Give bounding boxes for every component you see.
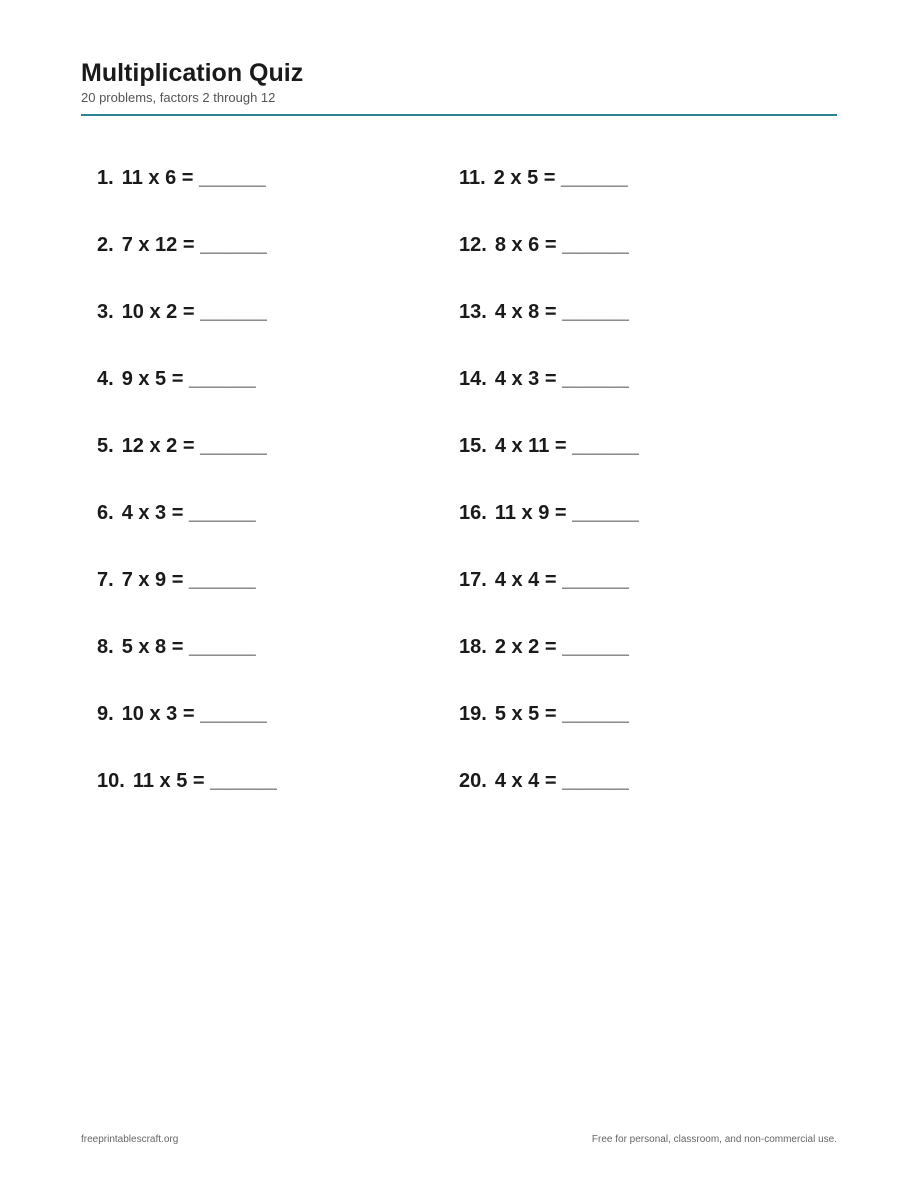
problem-18 [459, 631, 799, 698]
problem-5 [97, 430, 437, 497]
problem-expression: 5 x 8 = ______ [121, 636, 256, 658]
problem-4 [97, 363, 437, 430]
problem-number: 13. [459, 301, 487, 323]
problem-17 [459, 564, 799, 631]
problem-expression: 4 x 4 = ______ [494, 569, 629, 591]
problem-number: 8. [97, 636, 114, 658]
problem-expression: 4 x 11 = ______ [494, 435, 639, 457]
problem-1 [97, 162, 437, 229]
problem-number: 5. [97, 435, 114, 457]
page-subtitle: 20 problems, factors 2 through 12 [81, 90, 276, 105]
problem-expression: 4 x 3 = ______ [121, 502, 256, 524]
problem-number: 12. [459, 234, 487, 256]
problem-15 [459, 430, 799, 497]
problem-13 [459, 296, 799, 363]
problem-expression: 7 x 9 = ______ [121, 569, 256, 591]
problem-expression: 11 x 5 = ______ [132, 770, 277, 792]
problem-12 [459, 229, 799, 296]
problem-number: 6. [97, 502, 114, 524]
problem-expression: 4 x 4 = ______ [494, 770, 629, 792]
problem-11 [459, 162, 799, 229]
problem-number: 3. [97, 301, 114, 323]
problem-20 [459, 765, 799, 832]
problem-expression: 10 x 2 = ______ [121, 301, 267, 323]
problem-10 [97, 765, 437, 832]
problem-number: 10. [97, 770, 125, 792]
problems-column-right [459, 162, 799, 832]
problem-9 [97, 698, 437, 765]
problem-number: 1. [97, 167, 114, 189]
problem-expression: 9 x 5 = ______ [121, 368, 256, 390]
problem-expression: 10 x 3 = ______ [121, 703, 267, 725]
problem-expression: 11 x 6 = ______ [121, 167, 266, 189]
problem-number: 2. [97, 234, 114, 256]
problem-3 [97, 296, 437, 363]
footer-license: Free for personal, classroom, and non-commercial use. [591, 1134, 837, 1145]
problem-number: 7. [97, 569, 114, 591]
problem-expression: 4 x 8 = ______ [494, 301, 629, 323]
problem-number: 11. [459, 167, 486, 189]
problem-19 [459, 698, 799, 765]
problem-expression: 12 x 2 = ______ [121, 435, 267, 457]
worksheet-header [81, 56, 837, 116]
problem-number: 9. [97, 703, 114, 725]
problem-expression: 7 x 12 = ______ [121, 234, 267, 256]
problem-number: 14. [459, 368, 487, 390]
problem-expression: 2 x 5 = ______ [493, 167, 628, 189]
problem-expression: 5 x 5 = ______ [494, 703, 629, 725]
problem-8 [97, 631, 437, 698]
footer-site: freeprintablescraft.org [81, 1134, 179, 1145]
problem-number: 17. [459, 569, 487, 591]
problem-expression: 11 x 9 = ______ [494, 502, 639, 524]
problem-6 [97, 497, 437, 564]
problem-number: 15. [459, 435, 487, 457]
problem-14 [459, 363, 799, 430]
problem-expression: 4 x 3 = ______ [494, 368, 629, 390]
problem-number: 19. [459, 703, 487, 725]
problems-column-left [97, 162, 437, 832]
problem-7 [97, 564, 437, 631]
problem-number: 16. [459, 502, 487, 524]
problem-expression: 8 x 6 = ______ [494, 234, 629, 256]
problem-number: 20. [459, 770, 487, 792]
problem-16 [459, 497, 799, 564]
page-title: Multiplication Quiz [81, 59, 304, 87]
problem-number: 4. [97, 368, 114, 390]
problem-number: 18. [459, 636, 487, 658]
problem-expression: 2 x 2 = ______ [494, 636, 629, 658]
problem-2 [97, 229, 437, 296]
